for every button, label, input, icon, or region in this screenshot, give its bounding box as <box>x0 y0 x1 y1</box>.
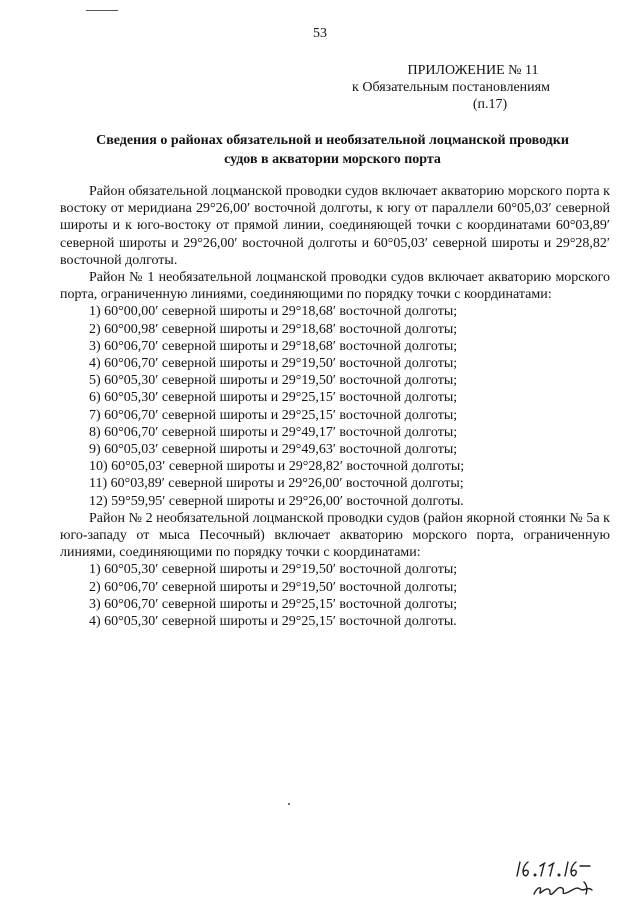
appendix-subheading: к Обязательным постановлениям <box>352 80 550 95</box>
list-item: 7) 60°06,70′ северной широты и 29°25,15′ восточной долготы; <box>89 407 458 423</box>
area1-points-list <box>60 303 610 509</box>
list-item: 11) 60°03,89′ северной широты и 29°26,00′ восточной долготы; <box>89 476 464 492</box>
document-body <box>60 183 610 630</box>
list-item: 4) 60°06,70′ северной широты и 29°19,50′ восточной долготы; <box>89 356 458 372</box>
paragraph-mandatory-area: Район обязательной лоцманской проводки судов включает акваторию морского порта к востоку от меридиана 29°26,00′ восточной долготы, к югу от параллели 60°05,03′ северной широты и к юго-востоку от прямой линии, соединяющей точки с координатами 60°03,89′ северной широты и 29°26,00′ восточной долготы и 60°05,03′ северной широты и 29°28,82′ восточной долготы. <box>60 184 610 268</box>
paragraph-area2-intro: Район № 2 необязательной лоцманской проводки судов (район якорной стоянки № 5а к юго-западу от мыса Песочный) включает акваторию морского порта, ограниченную линиями, соединяющими по порядку точки с координатами: <box>60 510 610 561</box>
list-item: 9) 60°05,03′ северной широты и 29°49,63′ восточной долготы; <box>89 442 458 458</box>
list-item: 2) 60°00,98′ северной широты и 29°18,68′ восточной долготы; <box>89 321 458 337</box>
page-number: 53 <box>313 26 327 41</box>
appendix-header <box>300 62 600 113</box>
title-line-1: Сведения о районах обязательной и необязательной лоцманской проводки <box>96 133 569 148</box>
appendix-heading: ПРИЛОЖЕНИЕ № 11 <box>407 63 539 78</box>
list-item: 1) 60°05,30′ северной широты и 29°19,50′ восточной долготы; <box>89 562 458 578</box>
list-item: 12) 59°59,95′ северной широты и 29°26,00′ восточной долготы. <box>89 493 464 509</box>
list-item: 10) 60°05,03′ северной широты и 29°28,82′ восточной долготы; <box>89 459 465 475</box>
paragraph-area1-intro: Район № 1 необязательной лоцманской проводки судов включает акваторию морского порта, ограниченную линиями, соединяющими по порядку точки с координатами: <box>60 270 610 303</box>
title-line-2: судов в акватории морского порта <box>224 152 441 167</box>
list-item: 1) 60°00,00′ северной широты и 29°18,68′ восточной долготы; <box>89 304 458 320</box>
list-item: 3) 60°06,70′ северной широты и 29°18,68′ восточной долготы; <box>89 338 458 354</box>
scan-mark <box>86 10 118 11</box>
list-item: 3) 60°06,70′ северной широты и 29°25,15′ восточной долготы; <box>89 596 458 612</box>
list-item: 6) 60°05,30′ северной широты и 29°25,15′ восточной долготы; <box>89 390 458 406</box>
list-item: 8) 60°06,70′ северной широты и 29°49,17′ восточной долготы; <box>89 424 458 440</box>
scan-speck <box>288 803 290 805</box>
list-item: 5) 60°05,30′ северной широты и 29°19,50′ восточной долготы; <box>89 373 458 389</box>
handwritten-date-signature <box>514 856 604 900</box>
appendix-reference: (п.17) <box>472 97 508 112</box>
document-title <box>60 131 605 169</box>
area2-points-list <box>60 561 610 630</box>
list-item: 4) 60°05,30′ северной широты и 29°25,15′ восточной долготы. <box>89 614 457 630</box>
list-item: 2) 60°06,70′ северной широты и 29°19,50′ восточной долготы; <box>89 579 458 595</box>
